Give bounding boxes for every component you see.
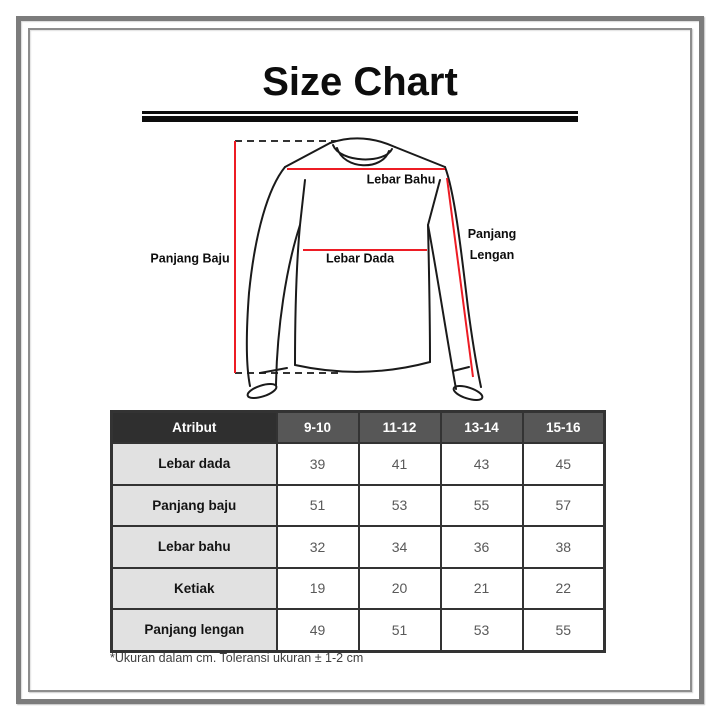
row-label: Ketiak <box>112 568 277 610</box>
column-header-atribut: Atribut <box>112 412 277 444</box>
footnote: *Ukuran dalam cm. Toleransi ukuran ± 1-2 cm <box>110 651 364 665</box>
size-value: 39 <box>277 443 359 485</box>
size-value: 51 <box>277 485 359 527</box>
size-table-body <box>112 443 605 651</box>
row-label: Lebar bahu <box>112 526 277 568</box>
size-value: 43 <box>441 443 523 485</box>
table-row <box>112 485 605 527</box>
size-value: 20 <box>359 568 441 610</box>
size-table <box>110 410 606 653</box>
title-underline <box>142 111 578 122</box>
table-row <box>112 609 605 651</box>
page-title: Size Chart <box>262 60 458 104</box>
size-value: 57 <box>523 485 605 527</box>
table-row <box>112 526 605 568</box>
table-header-row <box>112 412 605 444</box>
row-label: Panjang lengan <box>112 609 277 651</box>
column-header-size-1: 9-10 <box>277 412 359 444</box>
label-lebar-bahu: Lebar Bahu <box>366 172 436 187</box>
row-label: Panjang baju <box>112 485 277 527</box>
column-header-size-2: 11-12 <box>359 412 441 444</box>
table-row <box>112 568 605 610</box>
size-value: 38 <box>523 526 605 568</box>
size-value: 34 <box>359 526 441 568</box>
size-value: 51 <box>359 609 441 651</box>
size-value: 49 <box>277 609 359 651</box>
label-panjang-lengan: Panjang Lengan <box>467 227 517 262</box>
label-lebar-dada: Lebar Dada <box>325 251 395 266</box>
size-value: 45 <box>523 443 605 485</box>
column-header-size-3: 13-14 <box>441 412 523 444</box>
row-label: Lebar dada <box>112 443 277 485</box>
table-row <box>112 443 605 485</box>
size-value: 53 <box>441 609 523 651</box>
size-value: 55 <box>523 609 605 651</box>
size-value: 55 <box>441 485 523 527</box>
size-value: 53 <box>359 485 441 527</box>
column-header-size-4: 15-16 <box>523 412 605 444</box>
size-value: 19 <box>277 568 359 610</box>
size-value: 32 <box>277 526 359 568</box>
size-value: 21 <box>441 568 523 610</box>
size-value: 41 <box>359 443 441 485</box>
label-panjang-baju: Panjang Baju <box>150 251 230 266</box>
size-value: 36 <box>441 526 523 568</box>
shirt-measurement-diagram <box>140 128 620 418</box>
size-value: 22 <box>523 568 605 610</box>
